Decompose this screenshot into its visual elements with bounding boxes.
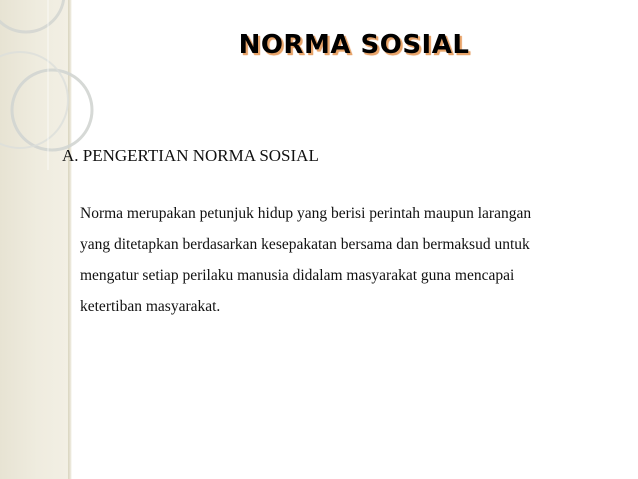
body-line: Norma merupakan petunjuk hidup yang berisi perintah maupun larangan bbox=[80, 205, 532, 222]
decorative-circles bbox=[0, 0, 130, 170]
slide-title bbox=[0, 30, 638, 60]
body-line: mengatur setiap perilaku manusia didalam masyarakat guna mencapai bbox=[80, 267, 515, 284]
body-paragraph bbox=[80, 198, 620, 322]
slide-title-text: NORMA SOSIAL bbox=[238, 30, 470, 60]
body-line: ketertiban masyarakat. bbox=[80, 298, 221, 315]
body-line: yang ditetapkan berdasarkan kesepakatan bersama dan bermaksud untuk bbox=[80, 236, 530, 253]
section-heading: A. PENGERTIAN NORMA SOSIAL bbox=[62, 146, 319, 165]
